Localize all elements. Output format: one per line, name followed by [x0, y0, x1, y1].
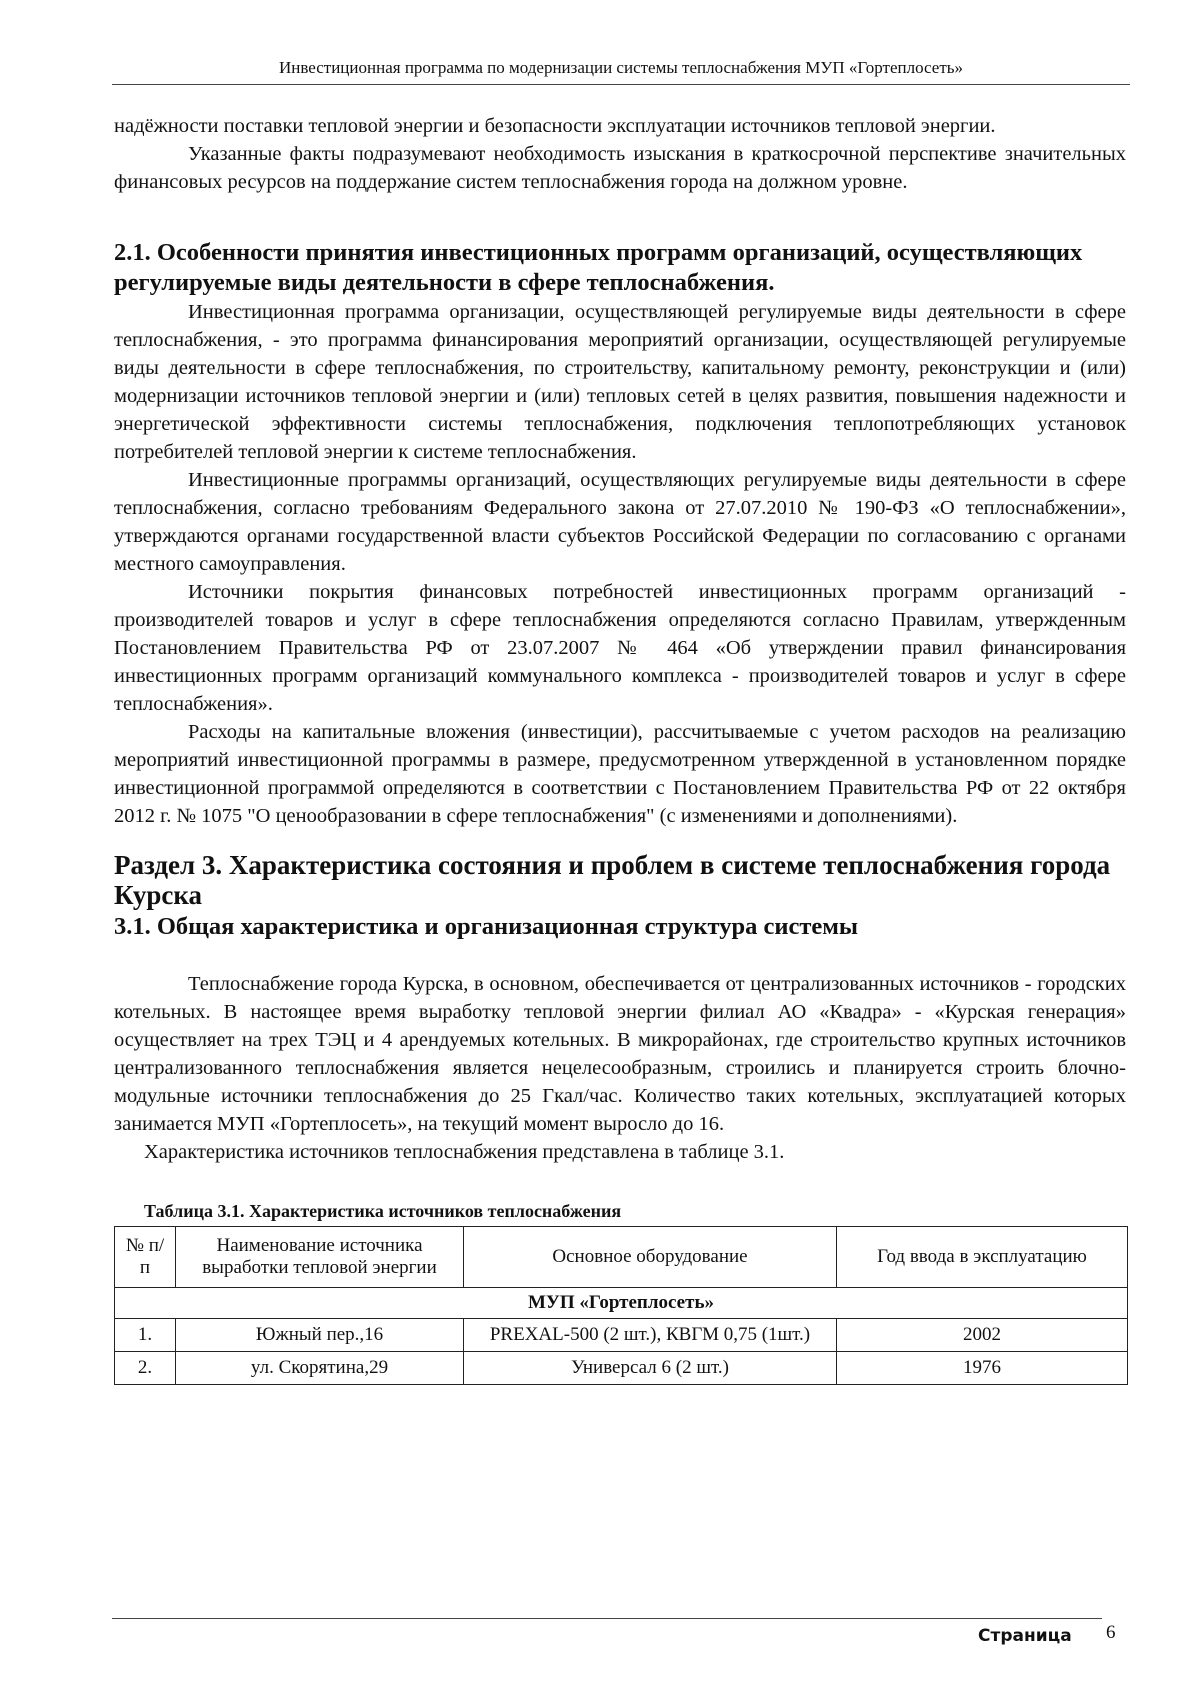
header-year: Год ввода в эксплуатацию [837, 1227, 1128, 1288]
footer-page-label: Страница [978, 1626, 1072, 1646]
footer-page-number: 6 [1106, 1622, 1116, 1643]
table-caption: Таблица 3.1. Характеристика источников теплоснабжения [144, 1201, 622, 1221]
section-2-1-paragraph-2: Инвестиционные программы организаций, осуществляющих регулируемые виды деятельности в сфере теплоснабжения, согласно требованиям Федерального закона от 27.07.2010 № 190-ФЗ «О теплоснабжении», утверждаются органами государственной власти субъектов Российской Федерации по согласованию с органами местного самоуправления. [114, 469, 1126, 575]
section-2-1-paragraph-3: Источники покрытия финансовых потребностей инвестиционных программ организаций - производителей товаров и услуг в сфере теплоснабжения определяются согласно Правилам, утвержденным Постановлением Правительства РФ от 23.07.2007 № 464 «Об утверждении правил финансирования инвестиционных программ организаций коммунального комплекса - производителей товаров и услуг в сфере теплоснабжения». [114, 581, 1126, 715]
table-row [115, 1319, 1128, 1352]
row-year: 1976 [837, 1352, 1128, 1385]
row-year: 2002 [837, 1319, 1128, 1352]
row-num: 2. [115, 1352, 176, 1385]
intro-paragraph-2: Указанные факты подразумевают необходимость изыскания в краткосрочной перспективе значительных финансовых ресурсов на поддержание систем теплоснабжения города на должном уровне. [114, 143, 1126, 193]
row-equipment: PREXAL-500 (2 шт.), КВГМ 0,75 (1шт.) [464, 1319, 837, 1352]
header-equipment: Основное оборудование [464, 1227, 837, 1288]
section-3-paragraph-1: Теплоснабжение города Курска, в основном, обеспечивается от централизованных источников - городских котельных. В настоящее время выработку тепловой энергии филиал АО «Квадра» - «Курская генерация» осуществляет на трех ТЭЦ и 4 арендуемых котельных. В микрорайонах, где строительство крупных источников централизованного теплоснабжения является нецелесообразным, строились и планируется строить блочно-модульные источники теплоснабжения до 25 Гкал/час. Количество таких котельных, эксплуатацией которых занимается МУП «Гортеплосеть», на текущий момент выросло до 16. [114, 973, 1126, 1135]
table-header-row [115, 1227, 1128, 1288]
row-name: ул. Скорятина,29 [176, 1352, 464, 1385]
section-2-1-heading: 2.1. Особенности принятия инвестиционных программ организаций, осуществляющих регулируемые виды деятельности в сфере теплоснабжения. [114, 239, 1083, 296]
header-name: Наименование источника выработки тепловой энергии [176, 1227, 464, 1288]
page-content [114, 112, 1126, 1385]
sources-table [114, 1226, 1128, 1385]
table-row [115, 1352, 1128, 1385]
section-3-paragraph-2: Характеристика источников теплоснабжения представлена в таблице 3.1. [144, 1141, 785, 1163]
section-3-heading: Раздел 3. Характеристика состояния и проблем в системе теплоснабжения города Курска [114, 850, 1111, 910]
intro-paragraph-1: надёжности поставки тепловой энергии и безопасности эксплуатации источников тепловой энергии. [114, 115, 996, 137]
header-num: № п/п [115, 1227, 176, 1288]
table-group-row [115, 1288, 1128, 1319]
section-2-1-paragraph-4: Расходы на капитальные вложения (инвестиции), рассчитываемые с учетом расходов на реализацию мероприятий инвестиционной программы в размере, предусмотренном утвержденной в установленном порядке инвестиционной программой определяются в соответствии с Постановлением Правительства РФ от 22 октября 2012 г. № 1075 "О ценообразовании в сфере теплоснабжения" (с изменениями и дополнениями). [114, 721, 1126, 827]
group-label: МУП «Гортеплосеть» [115, 1288, 1128, 1319]
row-equipment: Универсал 6 (2 шт.) [464, 1352, 837, 1385]
row-name: Южный пер.,16 [176, 1319, 464, 1352]
section-3-1-heading: 3.1. Общая характеристика и организационная структура системы [114, 913, 859, 940]
footer-divider [112, 1618, 1102, 1619]
section-2-1-paragraph-1: Инвестиционная программа организации, осуществляющей регулируемые виды деятельности в сфере теплоснабжения, - это программа финансирования мероприятий организации, осуществляющей регулируемые виды деятельности в сфере теплоснабжения, по строительству, капитальному ремонту, реконструкции и (или) модернизации источников тепловой энергии и (или) тепловых сетей в целях развития, повышения надежности и энергетической эффективности системы теплоснабжения, подключения теплопотребляющих установок потребителей тепловой энергии к системе теплоснабжения. [114, 301, 1126, 463]
page-header: Инвестиционная программа по модернизации системы теплоснабжения МУП «Гортеплосеть» [112, 58, 1130, 85]
row-num: 1. [115, 1319, 176, 1352]
